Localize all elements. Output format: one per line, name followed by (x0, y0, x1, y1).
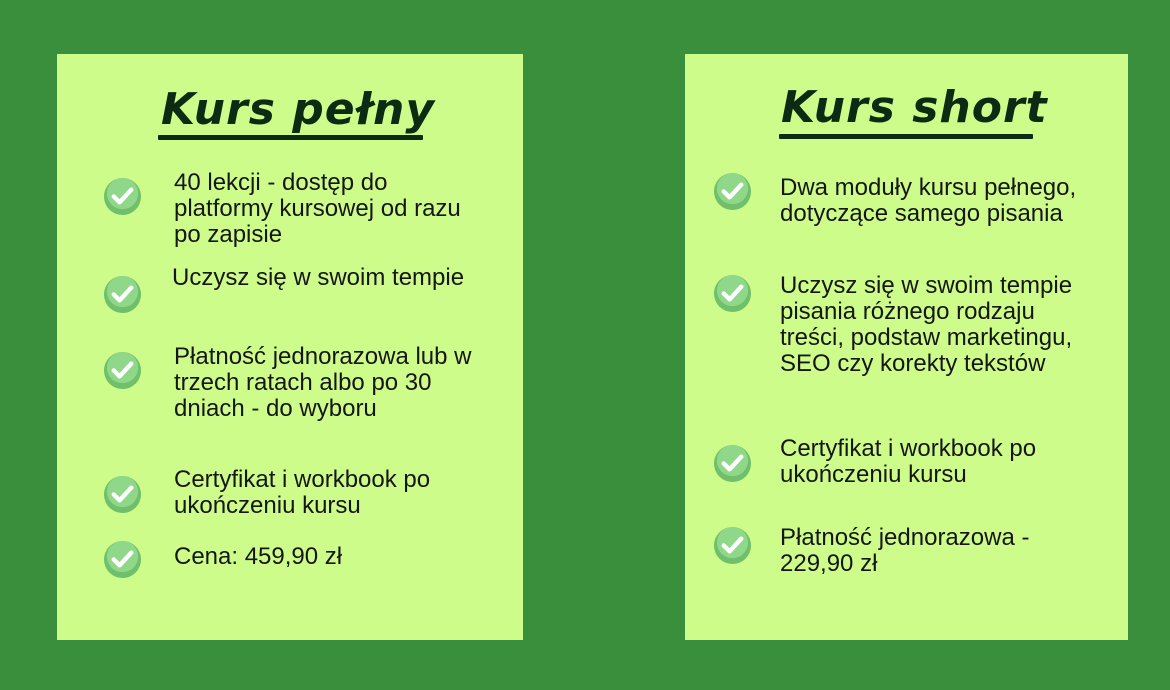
list-item-text: Uczysz się w swoim tempie (172, 264, 465, 291)
check-circle-icon (713, 274, 752, 313)
card-title: Kurs short (781, 82, 1048, 133)
course-card-short (685, 54, 1128, 640)
course-card-full (57, 54, 523, 640)
check-circle-icon (103, 351, 142, 390)
list-item-text: Certyfikat i workbook po ukończeniu kursu (780, 435, 1037, 488)
check-circle-icon (713, 172, 752, 211)
check-circle-icon (713, 444, 752, 483)
list-item-text: Płatność jednorazowa - 229,90 zł (780, 524, 1030, 577)
list-item-text: Uczysz się w swoim tempie pisania różnego rodzaju treści, podstaw marketingu, SEO czy korekty tekstów (780, 272, 1073, 377)
list-item-text: 40 lekcji - dostęp do platformy kursowej od razu po zapisie (174, 169, 461, 248)
list-item-text: Dwa moduły kursu pełnego, dotyczące samego pisania (780, 174, 1077, 227)
check-circle-icon (713, 526, 752, 565)
title-underline (158, 135, 423, 140)
check-circle-icon (103, 275, 142, 314)
check-circle-icon (103, 475, 142, 514)
card-title: Kurs pełny (161, 84, 436, 135)
check-circle-icon (103, 177, 142, 216)
list-item-text: Płatność jednorazowa lub w trzech ratach albo po 30 dniach - do wyboru (174, 343, 472, 422)
list-item-text: Certyfikat i workbook po ukończeniu kursu (174, 466, 431, 519)
list-item-text: Cena: 459,90 zł (174, 543, 343, 570)
check-circle-icon (103, 540, 142, 579)
title-underline (779, 134, 1033, 139)
